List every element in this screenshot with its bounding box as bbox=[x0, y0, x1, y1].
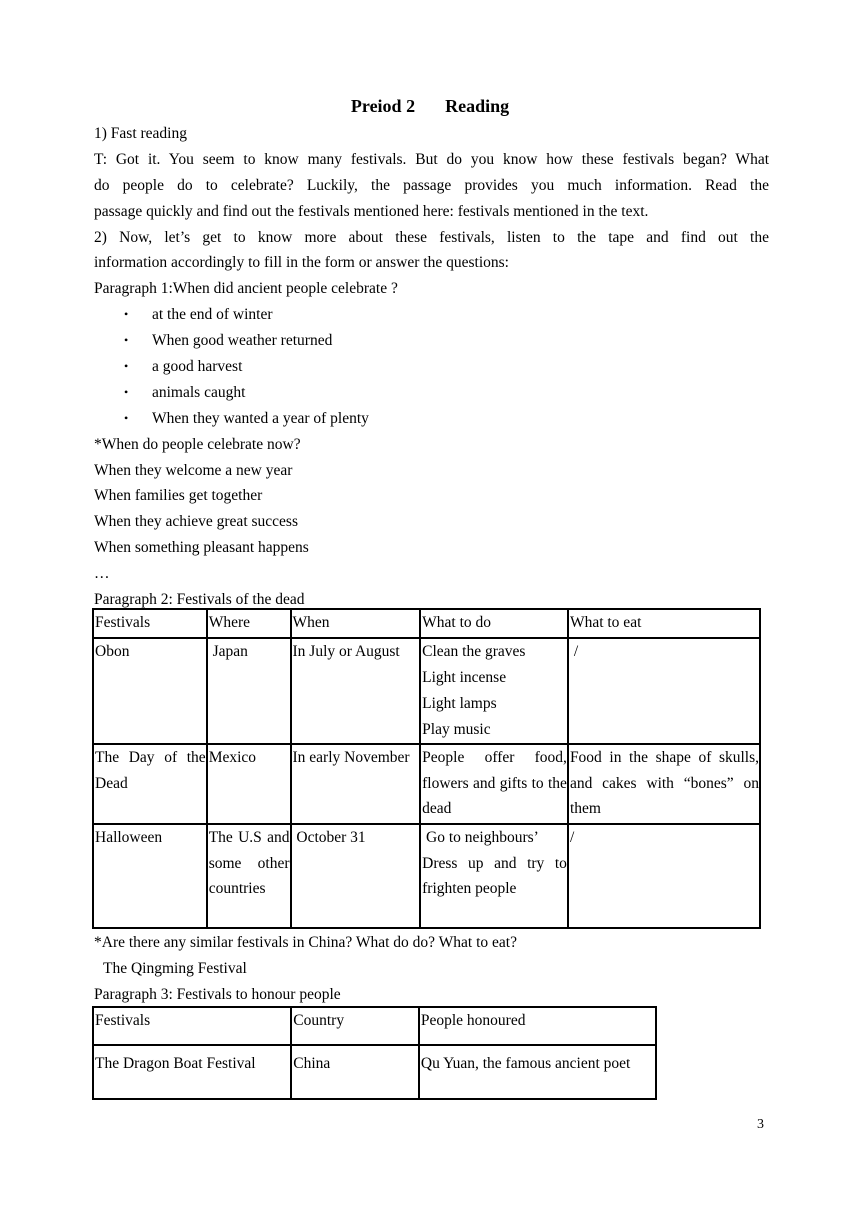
paragraph2-heading: Paragraph 2: Festivals of the dead bbox=[94, 591, 305, 609]
instruction-line: T: Got it. You seem to know many festivals. But do you know how these festivals began? What bbox=[94, 150, 769, 168]
column-header: What to eat bbox=[568, 609, 760, 638]
title-period: Preiod 2 bbox=[350, 96, 416, 116]
table-cell: The Day of the Dead bbox=[93, 744, 207, 824]
table-cell: Qu Yuan, the famous ancient poet bbox=[419, 1045, 656, 1099]
table-cell: Obon bbox=[93, 638, 207, 744]
table-cell: / bbox=[568, 638, 760, 744]
table-cell: China bbox=[291, 1045, 419, 1099]
instruction-line: passage quickly and find out the festivals mentioned here: festivals mentioned in the text. bbox=[94, 202, 649, 220]
bullet-icon: • bbox=[124, 410, 129, 425]
list-item: • a good harvest bbox=[94, 354, 769, 380]
list-item: • When they wanted a year of plenty bbox=[94, 406, 769, 432]
page-title bbox=[0, 96, 860, 117]
paragraph1-question: Paragraph 1:When did ancient people celebrate ? bbox=[94, 280, 398, 298]
ellipsis: … bbox=[94, 565, 110, 583]
page-number: 3 bbox=[757, 1117, 764, 1132]
instruction-line: do people do to celebrate? Luckily, the passage provides you much information. Read the bbox=[94, 176, 769, 194]
bullet-icon: • bbox=[124, 359, 129, 374]
column-header: Country bbox=[291, 1007, 419, 1045]
bullet-icon: • bbox=[124, 307, 129, 322]
table-cell: In early November bbox=[291, 744, 421, 824]
now-item: When they achieve great success bbox=[94, 513, 298, 531]
now-question: *When do people celebrate now? bbox=[94, 435, 301, 453]
column-header: Where bbox=[207, 609, 291, 638]
bullet-icon: • bbox=[124, 333, 129, 348]
column-header: Festivals bbox=[93, 1007, 291, 1045]
column-header: People honoured bbox=[419, 1007, 656, 1045]
list-item: • at the end of winter bbox=[94, 302, 769, 328]
column-header: Festivals bbox=[93, 609, 207, 638]
china-section bbox=[94, 930, 517, 1008]
table-row bbox=[93, 744, 760, 824]
document-body bbox=[94, 121, 769, 613]
festivals-to-honour-table bbox=[92, 1006, 657, 1100]
bullet-icon: • bbox=[124, 384, 129, 399]
table-row bbox=[93, 1045, 656, 1099]
table-cell: The Dragon Boat Festival bbox=[93, 1045, 291, 1099]
table-cell: October 31 bbox=[291, 824, 421, 928]
column-header: What to do bbox=[420, 609, 568, 638]
instruction-line: 2) Now, let’s get to know more about these festivals, listen to the tape and find out the bbox=[94, 228, 769, 246]
table-cell: Halloween bbox=[93, 824, 207, 928]
table-cell: In July or August bbox=[291, 638, 421, 744]
china-question: *Are there any similar festivals in China? What do do? What to eat? bbox=[94, 934, 517, 951]
china-answer: The Qingming Festival bbox=[103, 959, 247, 977]
now-item: When something pleasant happens bbox=[94, 539, 309, 557]
table-cell: Japan bbox=[207, 638, 291, 744]
fast-reading-heading: 1) Fast reading bbox=[94, 125, 187, 142]
table-cell: People offer food, flowers and gifts to the dead bbox=[420, 744, 568, 824]
table-cell: Food in the shape of skulls, and cakes with “bones” on them bbox=[568, 744, 760, 824]
list-item: • animals caught bbox=[94, 380, 769, 406]
table-row bbox=[93, 638, 760, 744]
table-row bbox=[93, 824, 760, 928]
table-header-row bbox=[93, 1007, 656, 1045]
now-item: When they welcome a new year bbox=[94, 461, 293, 479]
list-item: • When good weather returned bbox=[94, 328, 769, 354]
column-header: When bbox=[291, 609, 421, 638]
paragraph3-heading: Paragraph 3: Festivals to honour people bbox=[94, 985, 341, 1003]
table-cell: Clean the graves Light incense Light lamps Play music bbox=[420, 638, 568, 744]
table-cell: The U.S and some other countries bbox=[207, 824, 291, 928]
now-item: When families get together bbox=[94, 487, 263, 505]
festivals-of-dead-table bbox=[92, 608, 761, 929]
table-cell: / bbox=[568, 824, 760, 928]
table-cell: Mexico bbox=[207, 744, 291, 824]
table-cell: Go to neighbours’ Dress up and try to frighten people bbox=[420, 824, 568, 928]
title-section: Reading bbox=[445, 96, 510, 116]
instruction-line: information accordingly to fill in the form or answer the questions: bbox=[94, 254, 509, 272]
table-header-row bbox=[93, 609, 760, 638]
